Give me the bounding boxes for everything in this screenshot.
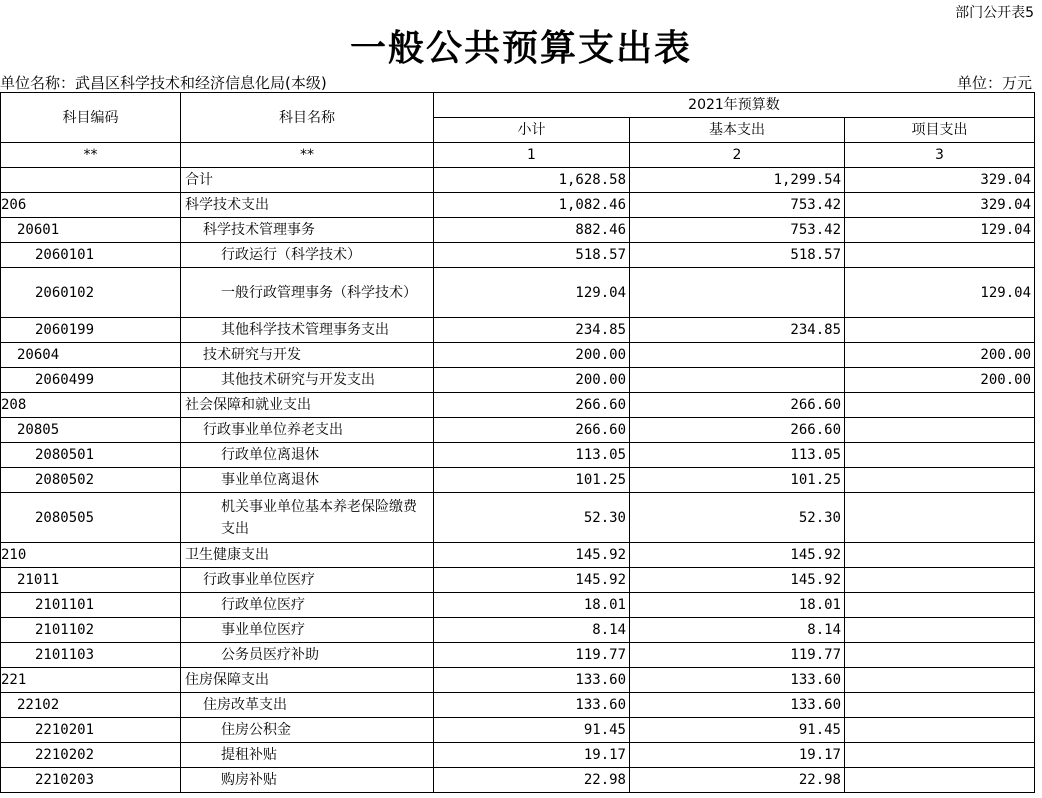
row-basic: 52.30 bbox=[630, 493, 845, 543]
row-basic bbox=[630, 368, 845, 393]
row-project bbox=[845, 318, 1035, 343]
row-project bbox=[845, 593, 1035, 618]
table-row bbox=[1, 643, 1035, 668]
row-subtotal: 234.85 bbox=[434, 318, 630, 343]
row-subtotal: 22.98 bbox=[434, 768, 630, 793]
table-row bbox=[1, 543, 1035, 568]
row-project: 329.04 bbox=[845, 193, 1035, 218]
index-1: 1 bbox=[434, 143, 630, 168]
table-row bbox=[1, 243, 1035, 268]
row-basic: 101.25 bbox=[630, 468, 845, 493]
row-code: 208 bbox=[1, 393, 181, 418]
row-name: 提租补贴 bbox=[181, 743, 434, 768]
row-subtotal: 882.46 bbox=[434, 218, 630, 243]
row-name: 住房改革支出 bbox=[181, 693, 434, 718]
row-subtotal: 18.01 bbox=[434, 593, 630, 618]
row-name: 行政事业单位养老支出 bbox=[181, 418, 434, 443]
row-code: 22102 bbox=[1, 693, 181, 718]
index-3: 3 bbox=[845, 143, 1035, 168]
row-basic: 1,299.54 bbox=[630, 168, 845, 193]
header-name: 科目名称 bbox=[181, 93, 434, 143]
row-subtotal: 113.05 bbox=[434, 443, 630, 468]
table-row bbox=[1, 418, 1035, 443]
row-subtotal: 266.60 bbox=[434, 418, 630, 443]
row-project bbox=[845, 718, 1035, 743]
row-name: 事业单位离退休 bbox=[181, 468, 434, 493]
row-code: 2101102 bbox=[1, 618, 181, 643]
row-project bbox=[845, 243, 1035, 268]
row-name: 行政单位离退休 bbox=[181, 443, 434, 468]
row-project bbox=[845, 618, 1035, 643]
unit-label: 单位：万元 bbox=[956, 74, 1032, 92]
row-basic: 753.42 bbox=[630, 193, 845, 218]
row-basic: 8.14 bbox=[630, 618, 845, 643]
row-code: 2080501 bbox=[1, 443, 181, 468]
table-row bbox=[1, 593, 1035, 618]
budget-table bbox=[0, 92, 1035, 793]
row-subtotal: 266.60 bbox=[434, 393, 630, 418]
row-name: 公务员医疗补助 bbox=[181, 643, 434, 668]
row-project bbox=[845, 643, 1035, 668]
row-code: 206 bbox=[1, 193, 181, 218]
row-project bbox=[845, 493, 1035, 543]
table-row bbox=[1, 393, 1035, 418]
row-name: 科学技术管理事务 bbox=[181, 218, 434, 243]
row-basic: 113.05 bbox=[630, 443, 845, 468]
row-subtotal: 133.60 bbox=[434, 693, 630, 718]
row-name: 合计 bbox=[181, 168, 434, 193]
row-basic: 145.92 bbox=[630, 568, 845, 593]
row-subtotal: 19.17 bbox=[434, 743, 630, 768]
row-code: 2210203 bbox=[1, 768, 181, 793]
table-row bbox=[1, 168, 1035, 193]
row-basic: 133.60 bbox=[630, 693, 845, 718]
row-name: 购房补贴 bbox=[181, 768, 434, 793]
row-name: 住房公积金 bbox=[181, 718, 434, 743]
row-project bbox=[845, 418, 1035, 443]
row-subtotal: 1,628.58 bbox=[434, 168, 630, 193]
row-basic: 91.45 bbox=[630, 718, 845, 743]
row-subtotal: 200.00 bbox=[434, 343, 630, 368]
index-2: 2 bbox=[630, 143, 845, 168]
row-code: 2080505 bbox=[1, 493, 181, 543]
table-row bbox=[1, 693, 1035, 718]
corner-label: 部门公开表5 bbox=[955, 5, 1034, 21]
row-project: 129.04 bbox=[845, 218, 1035, 243]
row-code: 2101103 bbox=[1, 643, 181, 668]
row-code: 2210202 bbox=[1, 743, 181, 768]
row-project bbox=[845, 768, 1035, 793]
row-project bbox=[845, 668, 1035, 693]
row-project bbox=[845, 743, 1035, 768]
row-basic: 119.77 bbox=[630, 643, 845, 668]
row-subtotal: 200.00 bbox=[434, 368, 630, 393]
row-project: 200.00 bbox=[845, 368, 1035, 393]
row-code: 2060102 bbox=[1, 268, 181, 318]
row-name: 行政单位医疗 bbox=[181, 593, 434, 618]
row-subtotal: 8.14 bbox=[434, 618, 630, 643]
table-row bbox=[1, 493, 1035, 543]
row-project: 129.04 bbox=[845, 268, 1035, 318]
header-project: 项目支出 bbox=[845, 118, 1035, 143]
row-name: 行政运行（科学技术） bbox=[181, 243, 434, 268]
row-project bbox=[845, 393, 1035, 418]
row-subtotal: 1,082.46 bbox=[434, 193, 630, 218]
table-row bbox=[1, 268, 1035, 318]
table-row bbox=[1, 343, 1035, 368]
table-row bbox=[1, 368, 1035, 393]
row-code: 20601 bbox=[1, 218, 181, 243]
row-basic: 266.60 bbox=[630, 393, 845, 418]
row-basic bbox=[630, 343, 845, 368]
row-subtotal: 518.57 bbox=[434, 243, 630, 268]
row-code: 20604 bbox=[1, 343, 181, 368]
row-basic: 22.98 bbox=[630, 768, 845, 793]
row-subtotal: 133.60 bbox=[434, 668, 630, 693]
row-subtotal: 129.04 bbox=[434, 268, 630, 318]
row-basic: 145.92 bbox=[630, 543, 845, 568]
page-title: 一般公共预算支出表 bbox=[349, 27, 692, 69]
row-code: 21011 bbox=[1, 568, 181, 593]
header-group: 2021年预算数 bbox=[434, 93, 1035, 118]
row-project bbox=[845, 543, 1035, 568]
row-code: 2060101 bbox=[1, 243, 181, 268]
row-code: 210 bbox=[1, 543, 181, 568]
row-code: 221 bbox=[1, 668, 181, 693]
row-name: 事业单位医疗 bbox=[181, 618, 434, 643]
row-name: 行政事业单位医疗 bbox=[181, 568, 434, 593]
table-row bbox=[1, 743, 1035, 768]
row-name: 科学技术支出 bbox=[181, 193, 434, 218]
row-project bbox=[845, 693, 1035, 718]
header-subtotal: 小计 bbox=[434, 118, 630, 143]
table-row bbox=[1, 193, 1035, 218]
index-name: ** bbox=[181, 143, 434, 168]
row-name: 技术研究与开发 bbox=[181, 343, 434, 368]
table-row bbox=[1, 668, 1035, 693]
row-code bbox=[1, 168, 181, 193]
row-project: 329.04 bbox=[845, 168, 1035, 193]
row-basic: 518.57 bbox=[630, 243, 845, 268]
row-name: 其他技术研究与开发支出 bbox=[181, 368, 434, 393]
row-name: 一般行政管理事务（科学技术） bbox=[181, 268, 434, 318]
row-subtotal: 145.92 bbox=[434, 543, 630, 568]
header-basic: 基本支出 bbox=[630, 118, 845, 143]
table-row bbox=[1, 318, 1035, 343]
row-project: 200.00 bbox=[845, 343, 1035, 368]
row-basic: 266.60 bbox=[630, 418, 845, 443]
unit-name: 单位名称：武昌区科学技术和经济信息化局(本级) bbox=[0, 74, 327, 92]
unit-row bbox=[0, 72, 1034, 92]
table-row bbox=[1, 568, 1035, 593]
table-row bbox=[1, 218, 1035, 243]
row-subtotal: 119.77 bbox=[434, 643, 630, 668]
row-basic: 18.01 bbox=[630, 593, 845, 618]
row-basic: 234.85 bbox=[630, 318, 845, 343]
index-code: ** bbox=[1, 143, 181, 168]
row-basic: 19.17 bbox=[630, 743, 845, 768]
row-name: 社会保障和就业支出 bbox=[181, 393, 434, 418]
row-code: 20805 bbox=[1, 418, 181, 443]
row-basic: 753.42 bbox=[630, 218, 845, 243]
row-name: 住房保障支出 bbox=[181, 668, 434, 693]
row-subtotal: 52.30 bbox=[434, 493, 630, 543]
table-row bbox=[1, 718, 1035, 743]
table-row bbox=[1, 618, 1035, 643]
row-basic bbox=[630, 268, 845, 318]
row-code: 2101101 bbox=[1, 593, 181, 618]
row-name: 其他科学技术管理事务支出 bbox=[181, 318, 434, 343]
row-name: 卫生健康支出 bbox=[181, 543, 434, 568]
table-row bbox=[1, 443, 1035, 468]
table-row bbox=[1, 468, 1035, 493]
row-basic: 133.60 bbox=[630, 668, 845, 693]
row-code: 2080502 bbox=[1, 468, 181, 493]
row-code: 2060199 bbox=[1, 318, 181, 343]
row-code: 2060499 bbox=[1, 368, 181, 393]
row-subtotal: 145.92 bbox=[434, 568, 630, 593]
row-subtotal: 101.25 bbox=[434, 468, 630, 493]
row-subtotal: 91.45 bbox=[434, 718, 630, 743]
row-project bbox=[845, 568, 1035, 593]
header-code: 科目编码 bbox=[1, 93, 181, 143]
row-project bbox=[845, 468, 1035, 493]
table-row bbox=[1, 768, 1035, 793]
row-project bbox=[845, 443, 1035, 468]
row-code: 2210201 bbox=[1, 718, 181, 743]
row-name: 机关事业单位基本养老保险缴费支出 bbox=[181, 493, 434, 543]
